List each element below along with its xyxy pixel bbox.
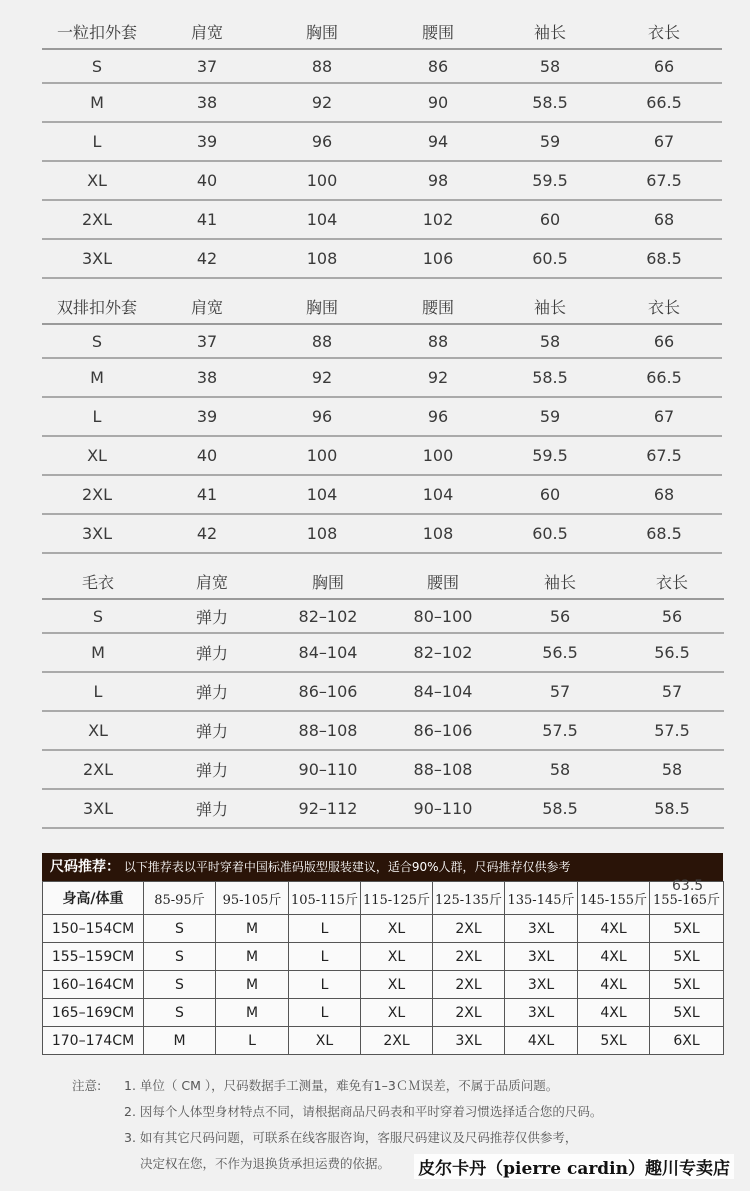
recommend-cell: 160–164CM [43,971,144,999]
recommend-cell: 3XL [505,971,578,999]
column-header: 肩宽 [152,289,262,324]
recommend-cell: 155–159CM [43,943,144,971]
column-header: 腰围 [382,289,494,324]
table-cell: 106 [382,239,494,278]
table-cell: 58.5 [494,83,606,122]
table-cell: 2XL [42,475,152,514]
table-cell: 57 [500,672,620,711]
table-cell: 58.5 [620,789,724,828]
recommend-cell: 3XL [433,1027,505,1055]
recommend-row [43,999,724,1027]
table-cell: 100 [262,161,382,200]
recommend-column-header: 125-135斤 [433,882,505,915]
table-cell: M [42,83,152,122]
recommend-column-header: 115-125斤 [361,882,433,915]
recommend-cell: XL [361,971,433,999]
table-cell: 42 [152,514,262,553]
recommend-cell: XL [361,915,433,943]
table-cell: 66.5 [606,358,722,397]
table-row [42,324,722,358]
table-cell: 86 [382,49,494,83]
recommend-cell: 3XL [505,915,578,943]
recommend-cell: XL [361,999,433,1027]
table-cell: 100 [382,436,494,475]
table-cell: 88–108 [386,750,500,789]
table-cell: 39 [152,122,262,161]
table-cell: 3XL [42,789,154,828]
column-header: 毛衣 [42,564,154,599]
table-cell: 82–102 [270,599,386,633]
table-row [42,633,724,672]
table-row [42,239,722,278]
table-row [42,200,722,239]
table-cell: 3XL [42,514,152,553]
column-header: 胸围 [270,564,386,599]
table-cell: 92 [382,358,494,397]
column-header: 胸围 [262,289,382,324]
note-line [72,1102,732,1128]
table-cell: 67 [606,397,722,436]
table-cell: 88–108 [270,711,386,750]
note-line [72,1076,732,1102]
table-row [42,49,722,83]
table-cell: 58 [494,49,606,83]
table-cell: 58.5 [500,789,620,828]
table-row [42,122,722,161]
recommend-cell: 4XL [578,943,650,971]
note-text: 2. 因每个人体型身材特点不同，请根据商品尺码表和平时穿着习惯选择适合您的尺码。 [124,1104,603,1119]
table-cell: 60.5 [494,239,606,278]
table-cell: 86–106 [386,711,500,750]
recommend-cell: 4XL [578,971,650,999]
table-cell: 90–110 [386,789,500,828]
table-cell: 58 [494,324,606,358]
recommend-cell: 2XL [433,915,505,943]
recommend-row [43,1027,724,1055]
table-cell: XL [42,711,154,750]
table-cell: M [42,358,152,397]
recommend-cell: 2XL [433,943,505,971]
recommend-column-header: 95-105斤 [216,882,289,915]
table-cell: 108 [262,514,382,553]
table-cell: 84–104 [386,672,500,711]
table-cell: 68 [606,200,722,239]
table-cell: 100 [262,436,382,475]
table-row [42,475,722,514]
table-cell: 96 [262,397,382,436]
table-header-row [42,289,722,324]
recommend-cell: XL [361,943,433,971]
table-cell: 58 [620,750,724,789]
table-cell: 56 [620,599,724,633]
recommend-cell: M [216,999,289,1027]
recommend-cell: 6XL [650,1027,724,1055]
recommend-cell: M [216,915,289,943]
column-header: 肩宽 [154,564,270,599]
table-cell: 58 [500,750,620,789]
table-cell: 94 [382,122,494,161]
table-cell: 38 [152,83,262,122]
table-cell: 90 [382,83,494,122]
table-cell: 60.5 [494,514,606,553]
recommend-cell: 2XL [433,999,505,1027]
recommend-cell: L [289,915,361,943]
table-cell: 66 [606,49,722,83]
table-cell: 98 [382,161,494,200]
table-cell: 96 [262,122,382,161]
size-recommend-header [42,853,723,881]
table-cell: 56.5 [620,633,724,672]
recommend-cell: S [144,999,216,1027]
column-header: 胸围 [262,14,382,49]
recommend-column-header: 105-115斤 [289,882,361,915]
recommend-column-header: 身高/体重 [43,882,144,915]
recommend-cell: 4XL [578,999,650,1027]
note-text: 3. 如有其它尺码问题，可联系在线客服咨询，客服尺码建议及尺码推荐仅供参考， [124,1130,578,1145]
table-cell: S [42,599,154,633]
recommend-cell: 170–174CM [43,1027,144,1055]
recommend-cell: XL [289,1027,361,1055]
recommend-cell: 2XL [361,1027,433,1055]
table-cell: 42 [152,239,262,278]
table-cell: L [42,397,152,436]
size-recommend-table [42,881,724,1055]
table-cell: 104 [382,475,494,514]
recommend-row [43,915,724,943]
table-cell: 59.5 [494,161,606,200]
table-cell: 弹力 [154,789,270,828]
table-cell: 67.5 [606,436,722,475]
column-header: 袖长 [494,289,606,324]
table-cell: S [42,49,152,83]
recommend-cell: 2XL [433,971,505,999]
table-cell: 88 [382,324,494,358]
table-cell: 68.5 [606,239,722,278]
table-cell: 40 [152,436,262,475]
column-header: 腰围 [382,14,494,49]
note-line [72,1128,732,1154]
column-header: 一粒扣外套 [42,14,152,49]
table-cell: 104 [262,200,382,239]
table-cell: 88 [262,324,382,358]
table-cell: 57.5 [500,711,620,750]
recommend-cell: 5XL [650,971,724,999]
recommend-cell: M [216,943,289,971]
column-header: 衣长 [606,289,722,324]
recommend-cell: 4XL [505,1027,578,1055]
table-header-row [42,14,722,49]
column-header: 袖长 [494,14,606,49]
recommend-cell: S [144,971,216,999]
recommend-cell: 5XL [650,915,724,943]
table-cell: 40 [152,161,262,200]
recommend-cell: 165–169CM [43,999,144,1027]
recommend-cell: 3XL [505,999,578,1027]
table-header-row [42,564,724,599]
table-row [42,672,724,711]
table-cell: 68.5 [606,514,722,553]
column-header: 袖长 [500,564,620,599]
table-cell: 90–110 [270,750,386,789]
column-header: 衣长 [606,14,722,49]
table-cell: 67 [606,122,722,161]
note-text: 1. 单位（ CM ），尺码数据手工测量，难免有1–3ＣＭ误差，不属于品质问题。 [124,1078,559,1093]
table-row [42,750,724,789]
table-cell: 88 [262,49,382,83]
recommend-cell: 3XL [505,943,578,971]
recommend-cell: S [144,943,216,971]
table-cell: 108 [382,514,494,553]
table-cell: L [42,672,154,711]
table-cell: 41 [152,200,262,239]
recommend-cell: M [216,971,289,999]
table-cell: 104 [262,475,382,514]
table-cell: XL [42,436,152,475]
table-cell: 92 [262,83,382,122]
table-cell: 弹力 [154,672,270,711]
recommend-cell: 5XL [650,943,724,971]
table-cell: S [42,324,152,358]
table-cell: 59.5 [494,436,606,475]
table-row [42,358,722,397]
table-cell: 102 [382,200,494,239]
table-cell: 39 [152,397,262,436]
table-cell: 68 [606,475,722,514]
table-cell: 80–100 [386,599,500,633]
table-row [42,514,722,553]
table-cell: 58.5 [494,358,606,397]
stray-value: 63.5 [672,878,704,894]
recommend-row [43,971,724,999]
table-cell: 86–106 [270,672,386,711]
table-cell: 弹力 [154,599,270,633]
table-row [42,599,724,633]
recommend-column-header: 155-165斤 [650,882,724,915]
table-cell: 92 [262,358,382,397]
table-cell: 56.5 [500,633,620,672]
column-header: 衣长 [620,564,724,599]
table-cell: 57.5 [620,711,724,750]
table-row [42,789,724,828]
table-row [42,711,724,750]
table-row [42,161,722,200]
table-row [42,83,722,122]
column-header: 腰围 [386,564,500,599]
size-table-double-breasted-coat [42,289,722,554]
recommend-row [43,943,724,971]
table-cell: 56 [500,599,620,633]
column-header: 双排扣外套 [42,289,152,324]
column-header: 肩宽 [152,14,262,49]
table-row [42,397,722,436]
recommend-cell: 150–154CM [43,915,144,943]
recommend-column-header: 85-95斤 [144,882,216,915]
recommend-cell: M [144,1027,216,1055]
table-cell: 82–102 [386,633,500,672]
recommend-description: 以下推荐表以平时穿着中国标准码版型服装建议，适合90%人群，尺码推荐仅供参考 [123,860,571,874]
table-cell: 60 [494,475,606,514]
table-cell: 96 [382,397,494,436]
recommend-column-header: 135-145斤 [505,882,578,915]
table-cell: 84–104 [270,633,386,672]
table-cell: 60 [494,200,606,239]
notes-label: 注意: [72,1078,102,1093]
table-cell: 3XL [42,239,152,278]
table-cell: L [42,122,152,161]
size-table-sweater [42,564,724,829]
shop-watermark: 皮尔卡丹（pierre cardin）趣川专卖店 [414,1154,734,1179]
table-cell: 弹力 [154,711,270,750]
table-row [42,436,722,475]
table-cell: 59 [494,397,606,436]
table-cell: 66.5 [606,83,722,122]
table-cell: 66 [606,324,722,358]
size-table-single-button-coat [42,14,722,279]
table-cell: 92–112 [270,789,386,828]
recommend-column-header: 145-155斤 [578,882,650,915]
recommend-title: 尺码推荐： [50,859,120,875]
recommend-cell: S [144,915,216,943]
recommend-cell: L [216,1027,289,1055]
table-cell: 41 [152,475,262,514]
table-cell: 57 [620,672,724,711]
recommend-cell: 5XL [650,999,724,1027]
table-cell: 59 [494,122,606,161]
table-cell: 67.5 [606,161,722,200]
table-cell: 37 [152,49,262,83]
recommend-cell: L [289,971,361,999]
table-cell: 弹力 [154,633,270,672]
recommend-cell: 4XL [578,915,650,943]
table-cell: XL [42,161,152,200]
recommend-cell: L [289,999,361,1027]
table-cell: M [42,633,154,672]
table-cell: 弹力 [154,750,270,789]
recommend-cell: 5XL [578,1027,650,1055]
table-cell: 37 [152,324,262,358]
table-cell: 38 [152,358,262,397]
recommend-cell: L [289,943,361,971]
table-cell: 2XL [42,200,152,239]
recommend-header-row [43,882,724,915]
note-text: 决定权在您，不作为退换货承担运费的依据。 [140,1156,391,1171]
table-cell: 108 [262,239,382,278]
table-cell: 2XL [42,750,154,789]
